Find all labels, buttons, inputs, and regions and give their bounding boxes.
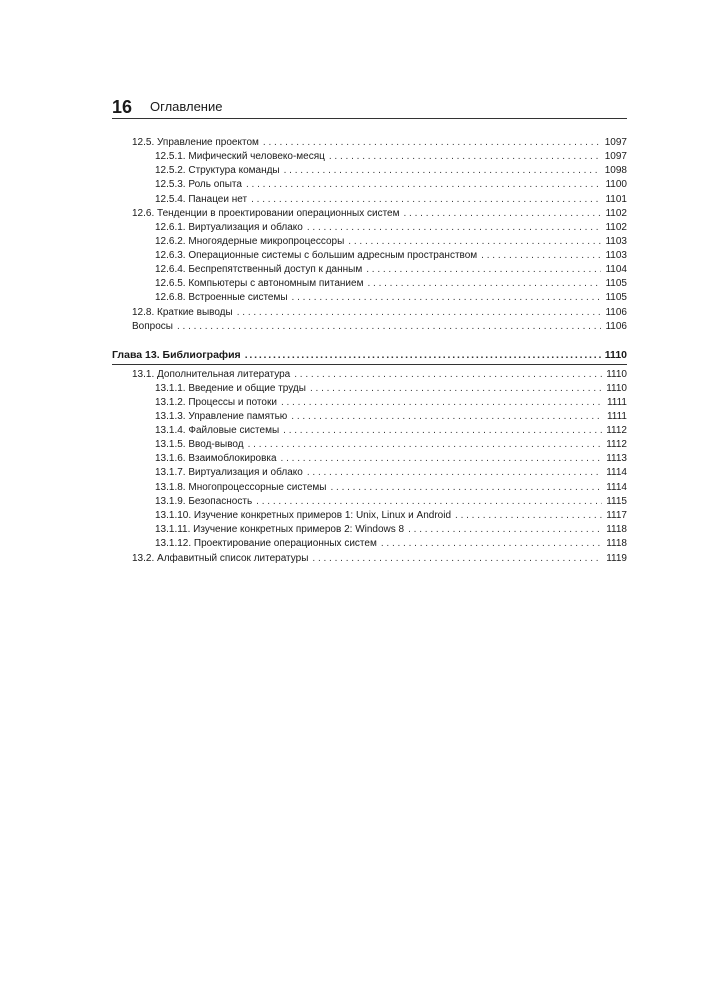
toc-entry-page: 1118: [606, 538, 627, 549]
toc-entry-page: 1097: [604, 137, 627, 148]
toc-entry-title: 13.1.7. Виртуализация и облако: [155, 467, 303, 478]
dot-leader: [292, 291, 602, 304]
toc-entry-page: 1106: [605, 307, 627, 318]
toc-entry: [155, 396, 627, 409]
toc-entry-page: 1102: [605, 222, 627, 233]
toc-entry: [132, 320, 627, 333]
toc-entry: [155, 537, 627, 550]
dot-leader: [307, 466, 602, 479]
toc-entry: [132, 552, 627, 565]
toc-entry: [155, 150, 627, 163]
toc-entry-page: 1106: [605, 321, 627, 332]
dot-leader: [330, 481, 602, 494]
toc-entry-page: 1119: [606, 553, 627, 564]
toc-entry-title: 12.5.3. Роль опыта: [155, 179, 242, 190]
toc-entry-title: 12.5. Управление проектом: [132, 137, 259, 148]
toc-entry: [155, 291, 627, 304]
dot-leader: [246, 178, 602, 191]
toc-entry-title: 13.1.8. Многопроцессорные системы: [155, 482, 327, 493]
toc-entry-title: 12.5.4. Панацеи нет: [155, 194, 248, 205]
toc-entry-page: 1111: [606, 411, 627, 422]
toc-entry-page: 1104: [605, 264, 627, 275]
dot-leader: [307, 221, 602, 234]
toc-entry-page: 1112: [606, 425, 627, 436]
toc-entry-page: 1110: [606, 383, 627, 394]
dot-leader: [367, 277, 601, 290]
toc-entry-page: 1113: [606, 453, 627, 464]
dot-leader: [455, 509, 602, 522]
toc-entry-page: 1114: [606, 482, 627, 493]
toc-entry-title: 12.6. Тенденции в проектировании операционных систем: [132, 208, 400, 219]
dot-leader: [366, 263, 601, 276]
toc-entry: [155, 466, 627, 479]
toc-entry-page: 1111: [606, 397, 627, 408]
toc-entry-page: 1110: [606, 369, 627, 380]
dot-leader: [408, 523, 602, 536]
dot-leader: [281, 452, 603, 465]
toc-entry-title: 12.6.3. Операционные системы с большим адресным пространством: [155, 250, 478, 261]
dot-leader: [248, 438, 603, 451]
toc-entry: [155, 523, 627, 536]
toc-entry: [132, 368, 627, 381]
toc-entry: [155, 452, 627, 465]
dot-leader: [329, 150, 601, 163]
dot-leader: [481, 249, 601, 262]
toc-entry-title: Глава 13. Библиография: [112, 349, 241, 361]
toc-entry-page: 1105: [605, 292, 627, 303]
toc-entry-page: 1112: [606, 439, 627, 450]
dot-leader: [381, 537, 602, 550]
toc-entry-title: 13.1. Дополнительная литература: [132, 369, 291, 380]
toc-entry-page: 1115: [606, 496, 627, 507]
header-rule: [112, 118, 627, 119]
toc-entry-title: 12.6.2. Многоядерные микропроцессоры: [155, 236, 345, 247]
toc-entry-page: 1103: [605, 250, 627, 261]
toc-entry: [155, 193, 627, 206]
toc-entry-page: 1102: [605, 208, 627, 219]
dot-leader: [237, 306, 602, 319]
toc-entry-title: 13.1.1. Введение и общие труды: [155, 383, 306, 394]
dot-leader: [251, 193, 601, 206]
dot-leader: [312, 552, 602, 565]
toc-entry: [155, 164, 627, 177]
toc-entry-title: 13.1.11. Изучение конкретных примеров 2: Windows 8: [155, 524, 405, 535]
toc-entry-page: 1098: [604, 165, 627, 176]
toc-entry: [132, 207, 627, 220]
dot-leader: [256, 495, 602, 508]
dot-leader: [291, 410, 603, 423]
dot-leader: [294, 368, 602, 381]
toc-entry-page: 1110: [604, 349, 627, 361]
toc-entry: [155, 178, 627, 191]
toc-entry-title: 13.1.10. Изучение конкретных примеров 1: Unix, Linux и Android: [155, 510, 452, 521]
toc-entry: [155, 509, 627, 522]
toc-entry-title: 12.5.1. Мифический человеко-месяц: [155, 151, 325, 162]
chapter-entry: [112, 349, 627, 362]
toc-entry-page: 1100: [605, 179, 627, 190]
toc-entry: [155, 410, 627, 423]
dot-leader: [310, 382, 602, 395]
toc-entry-title: Вопросы: [132, 321, 173, 332]
dot-leader: [245, 349, 601, 362]
toc-entry-page: 1114: [606, 467, 627, 478]
toc-entry-title: 13.1.12. Проектирование операционных систем: [155, 538, 377, 549]
toc-entry-title: 13.1.3. Управление памятью: [155, 411, 288, 422]
dot-leader: [348, 235, 601, 248]
toc-entry-page: 1118: [606, 524, 627, 535]
toc-entry: [155, 277, 627, 290]
toc-entry: [155, 424, 627, 437]
dot-leader: [281, 396, 603, 409]
toc-entry-title: 12.8. Краткие выводы: [132, 307, 233, 318]
toc-entry-title: 12.5.2. Структура команды: [155, 165, 280, 176]
toc-entry-page: 1117: [606, 510, 627, 521]
toc-entry: [132, 306, 627, 319]
toc-entry: [155, 382, 627, 395]
dot-leader: [284, 164, 601, 177]
page-number: 16: [112, 97, 133, 117]
toc-entry-title: 13.1.5. Ввод-вывод: [155, 439, 244, 450]
toc-entry-title: 12.6.1. Виртуализация и облако: [155, 222, 303, 233]
toc-entry: [155, 495, 627, 508]
toc-entry: [155, 263, 627, 276]
dot-leader: [177, 320, 602, 333]
toc-entry-title: 13.1.2. Процессы и потоки: [155, 397, 277, 408]
toc-entry-title: 12.6.8. Встроенные системы: [155, 292, 288, 303]
toc-entry: [155, 221, 627, 234]
toc-entry-page: 1105: [605, 278, 627, 289]
running-title: Оглавление: [150, 99, 223, 114]
dot-leader: [404, 207, 602, 220]
dot-leader: [263, 136, 601, 149]
chapter-rule: [112, 364, 627, 365]
toc-entry-title: 12.6.5. Компьютеры с автономным питанием: [155, 278, 364, 289]
toc-entry: [155, 481, 627, 494]
toc-entry-page: 1101: [605, 194, 627, 205]
toc-entry-title: 13.1.9. Безопасность: [155, 496, 253, 507]
toc-entry: [132, 136, 627, 149]
toc-entry-title: 13.2. Алфавитный список литературы: [132, 553, 309, 564]
toc-entry-title: 13.1.6. Взаимоблокировка: [155, 453, 277, 464]
dot-leader: [283, 424, 602, 437]
toc-entry-page: 1097: [604, 151, 627, 162]
toc-entry-title: 13.1.4. Файловые системы: [155, 425, 280, 436]
toc-entry-title: 12.6.4. Беспрепятственный доступ к данным: [155, 264, 363, 275]
page-header: [112, 96, 627, 118]
toc-entry: [155, 235, 627, 248]
toc-entry: [155, 249, 627, 262]
toc-entry: [155, 438, 627, 451]
toc-entry-page: 1103: [605, 236, 627, 247]
